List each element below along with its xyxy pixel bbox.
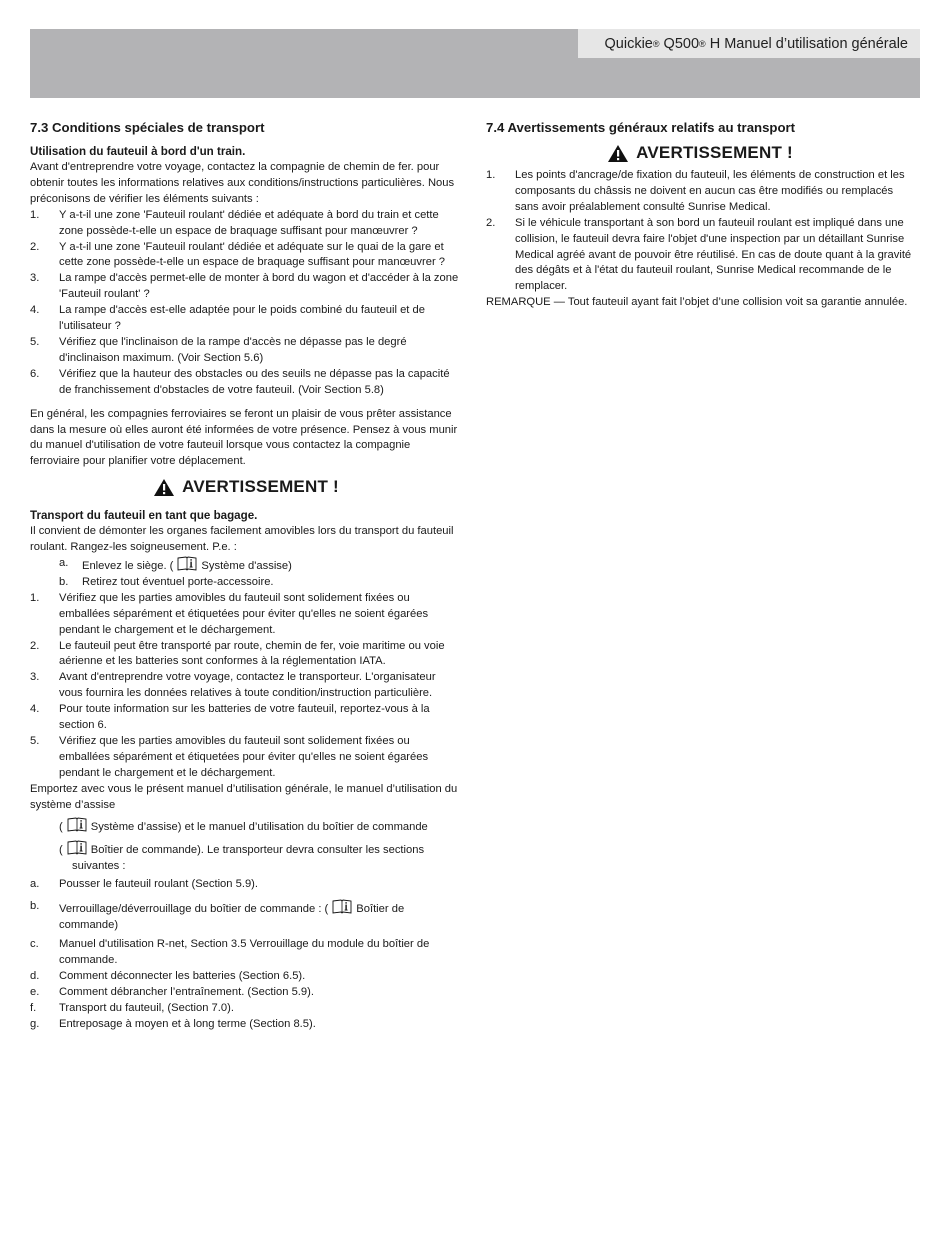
model-name: Q500: [663, 35, 700, 52]
warning-banner: [30, 476, 462, 498]
warning-label: AVERTISSEMENT !: [636, 143, 793, 162]
section-title-7-3: 7.3 Conditions spéciales de transport: [30, 120, 265, 135]
right-column: [486, 118, 914, 311]
transporter-sections-list: [30, 877, 462, 1032]
list-item: a. Enlevez le siège. ( Système d'assise): [59, 557, 292, 573]
warning-triangle-icon: [153, 478, 175, 497]
list-item: b. Retirez tout éventuel porte-accessoire.: [59, 575, 274, 588]
list-item: 6. Vérifiez que la hauteur des obstacles ou des seuils ne dépasse pas la capacité de franchissement d'obstacles de votre fauteuil. (Voir Section 5.8): [30, 367, 450, 396]
list-item: 2. Si le véhicule transportant à son bord un fauteuil roulant est impliqué dans une collision, le fauteuil devra faire l'objet d'une inspection par un détaillant Sunrise Medical agréé avant de pouvoir être réutilisé. En cas de doute quant à la gravité des dégâts et à l'état du fauteuil roulant, Sunrise Medical recommande de le remplacer.: [486, 216, 912, 293]
manual-info-book-icon: [67, 840, 87, 855]
list-item: b. Verrouillage/déverrouillage du boîtier de commande : ( Boîtier de commande): [30, 900, 405, 932]
list-item: e. Comment débrancher l’entraînement. (Section 5.9).: [30, 985, 314, 998]
luggage-checklist: [30, 591, 462, 782]
manual-info-book-icon: [177, 556, 197, 571]
list-item: d. Comment déconnecter les batteries (Section 6.5).: [30, 969, 306, 982]
list-item: 2. Le fauteuil peut être transporté par route, chemin de fer, voie maritime ou voie aérienne et les batteries sont conformes à la réglementation IATA.: [30, 639, 445, 668]
title-suffix: H Manuel d’utilisation générale: [709, 35, 908, 52]
list-item: 1. Y a-t-il une zone 'Fauteuil roulant' dédiée et adéquate à bord du train et cette zone possède-t-elle un espace de braquage suffisant pour manœuvrer ?: [30, 208, 439, 237]
list-item: f. Transport du fauteuil, (Section 7.0).: [30, 1001, 234, 1014]
train-outro: En général, les compagnies ferroviaires se feront un plaisir de vous prêter assistance dans la mesure où elles auront été informées de votre présence. Pensez à vous munir du manuel d'utilisation de votre fauteuil lorsque vous contactez la compagnie ferroviaire pour planifier votre déplacement.: [30, 407, 458, 468]
transport-warnings-list: [486, 168, 914, 295]
header-bar: [30, 29, 920, 98]
luggage-sublist: [30, 556, 462, 591]
list-item: 3. La rampe d'accès permet-elle de monter à bord du wagon et d'accéder à la zone 'Fauteuil roulant' ?: [30, 272, 459, 301]
manual-info-book-icon: [67, 817, 87, 832]
left-column: [30, 118, 462, 1032]
train-intro: Avant d'entreprendre votre voyage, contactez la compagnie de chemin de fer. pour obtenir toutes les informations relatives aux conditions/instructions particulières. Nous préconisons de vérifier les éléments suivants :: [30, 161, 455, 205]
train-heading: Utilisation du fauteuil à bord d'un train.: [30, 145, 246, 158]
luggage-intro: Il convient de démonter les organes facilement amovibles lors du transport du fauteuil roulant. Rangez-les soigneusement. P.e. :: [30, 525, 454, 554]
luggage-heading: Transport du fauteuil en tant que bagage.: [30, 509, 258, 523]
manual-info-book-icon: [332, 899, 352, 914]
reference-seating: ( Système d’assise) et le manuel d’utilisation du boîtier de commande: [30, 814, 462, 836]
reference-controller: ( Boîtier de commande). Le transporteur devra consulter les sections: [30, 835, 462, 859]
list-item: 1. Vérifiez que les parties amovibles du fauteuil sont solidement fixées ou emballées séparément et étiquetées pour éviter qu'elles ne soient égarées pendant le chargement et le déchargement.: [30, 591, 429, 636]
warning-banner: [486, 142, 914, 164]
brand-name: Quickie: [604, 35, 653, 52]
list-item: 5. Vérifiez que les parties amovibles du fauteuil sont solidement fixées ou emballées séparément et étiquetées pour éviter qu'elles ne soient égarées pendant le chargement et le déchargement.: [30, 735, 429, 779]
collision-note: REMARQUE — Tout fauteuil ayant fait l’objet d’une collision voit sa garantie annulée.: [486, 296, 908, 309]
list-item: c. Manuel d'utilisation R-net, Section 3.5 Verrouillage du module du boîtier de commande.: [30, 937, 430, 966]
list-item: 2. Y a-t-il une zone 'Fauteuil roulant' dédiée et adéquate sur le quai de la gare et cette zone possède-t-elle un espace de braquage suffisant pour manœuvrer ?: [30, 240, 445, 269]
list-item: 4. Pour toute information sur les batteries de votre fauteuil, reportez-vous à la section 6.: [30, 703, 430, 732]
list-item: 1. Les points d'ancrage/de fixation du fauteuil, les éléments de construction et les composants du châssis ne doivent en aucun cas être modifiés ou remplacés sans avoir préalablement consulté Sunrise Medical.: [486, 169, 905, 213]
train-checklist: [30, 208, 462, 399]
reference-continuation: suivantes :: [72, 860, 126, 873]
warning-label: AVERTISSEMENT !: [182, 477, 339, 497]
list-item: a. Pousser le fauteuil roulant (Section 5.9).: [30, 878, 258, 891]
list-item: 4. La rampe d'accès est-elle adaptée pour le poids combiné du fauteuil et de l'utilisateur ?: [30, 304, 425, 333]
list-item: 3. Avant d'entreprendre votre voyage, contactez le transporteur. L'organisateur vous fournira les données relatives à toute condition/instruction particulière.: [30, 671, 436, 700]
list-item: g. Entreposage à moyen et à long terme (Section 8.5).: [30, 1017, 316, 1030]
section-title-7-4: 7.4 Avertissements généraux relatifs au transport: [486, 120, 796, 135]
list-item: 5. Vérifiez que l'inclinaison de la rampe d'accès ne dépasse pas le degré d'inclinaison maximum. (Voir Section 5.6): [30, 335, 407, 364]
bring-manuals-text: Emportez avec vous le présent manuel d’utilisation générale, le manuel d’utilisation du système d’assise: [30, 782, 458, 811]
warning-triangle-icon: [607, 144, 629, 163]
document-title: Quickie ® Q500 ® H Manuel d’utilisation générale: [578, 29, 920, 58]
